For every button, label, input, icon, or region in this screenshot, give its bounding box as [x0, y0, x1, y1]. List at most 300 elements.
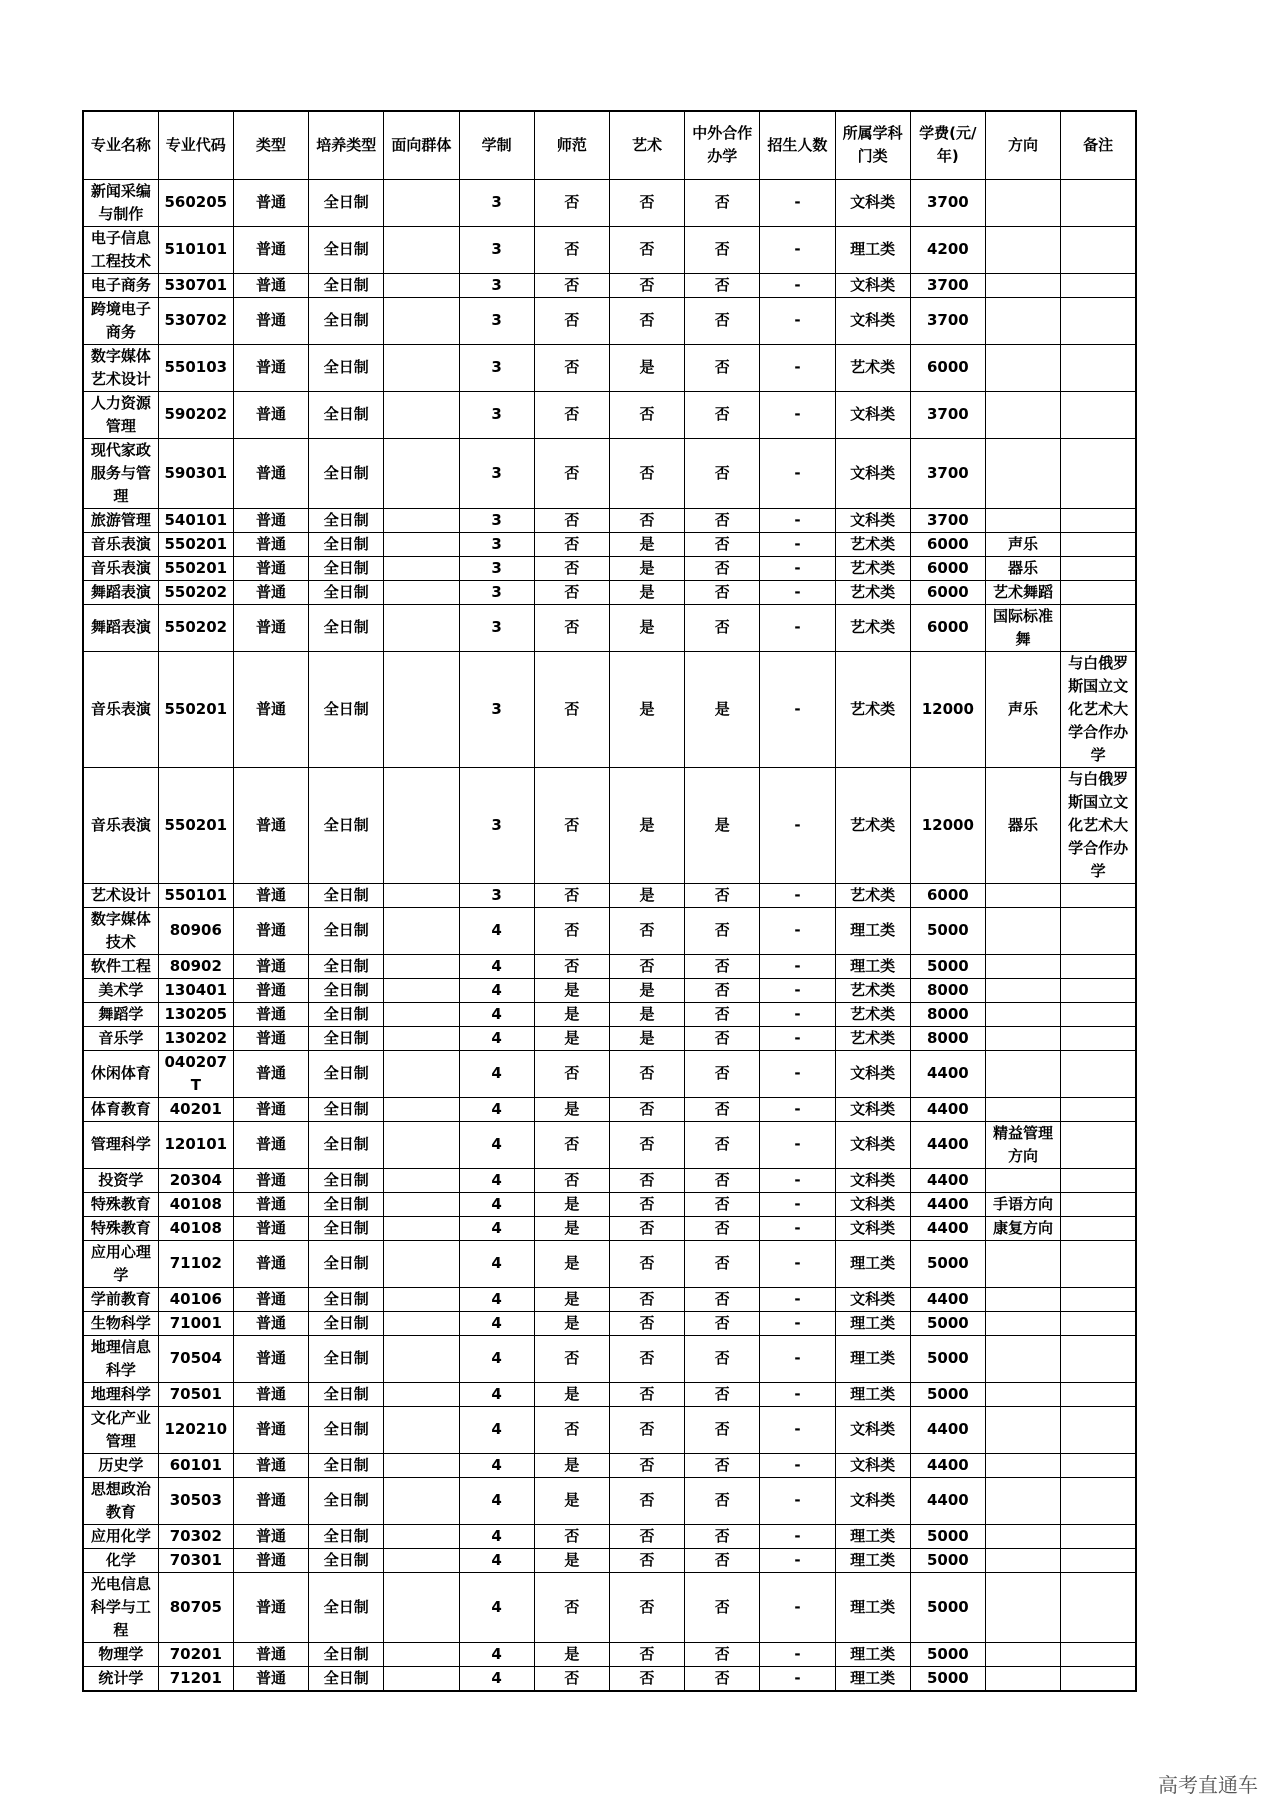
table-cell: [985, 391, 1060, 438]
table-cell: 是: [609, 1026, 684, 1050]
table-cell: 全日制: [309, 273, 384, 297]
table-cell: 3: [459, 580, 534, 604]
table-cell: 与白俄罗斯国立文化艺术大学合作办学: [1061, 651, 1136, 767]
table-cell: -: [760, 1453, 835, 1477]
table-cell: 否: [685, 978, 760, 1002]
table-cell: 理工类: [835, 226, 910, 273]
table-row: [83, 438, 1136, 508]
table-cell: 全日制: [309, 1642, 384, 1666]
table-cell: [384, 907, 459, 954]
table-cell: 4: [459, 978, 534, 1002]
table-cell: [384, 226, 459, 273]
table-cell: 3: [459, 226, 534, 273]
table-cell: 5000: [910, 1382, 985, 1406]
column-header: 面向群体: [384, 111, 459, 179]
table-cell: 全日制: [309, 1168, 384, 1192]
table-cell: 物理学: [83, 1642, 158, 1666]
table-cell: 550201: [158, 556, 233, 580]
table-cell: 否: [685, 1453, 760, 1477]
table-row: [83, 1406, 1136, 1453]
table-row: [83, 556, 1136, 580]
table-cell: 否: [609, 907, 684, 954]
table-cell: 普通: [233, 767, 308, 883]
table-cell: -: [760, 604, 835, 651]
table-cell: [384, 556, 459, 580]
table-cell: 4400: [910, 1121, 985, 1168]
table-cell: 3: [459, 651, 534, 767]
table-cell: 40201: [158, 1097, 233, 1121]
table-cell: 理工类: [835, 1524, 910, 1548]
table-cell: 是: [534, 978, 609, 1002]
table-cell: 应用化学: [83, 1524, 158, 1548]
table-cell: 4: [459, 1097, 534, 1121]
table-cell: 530701: [158, 273, 233, 297]
table-cell: [384, 954, 459, 978]
table-cell: -: [760, 1382, 835, 1406]
table-cell: 全日制: [309, 1002, 384, 1026]
table-cell: [384, 1121, 459, 1168]
table-cell: 普通: [233, 1240, 308, 1287]
table-cell: 否: [685, 532, 760, 556]
table-cell: 否: [685, 1026, 760, 1050]
table-cell: [1061, 1168, 1136, 1192]
table-cell: 全日制: [309, 1548, 384, 1572]
table-cell: -: [760, 767, 835, 883]
table-cell: 560205: [158, 179, 233, 226]
table-cell: 120210: [158, 1406, 233, 1453]
table-row: [83, 883, 1136, 907]
table-cell: 全日制: [309, 978, 384, 1002]
table-cell: 理工类: [835, 1642, 910, 1666]
table-cell: -: [760, 1642, 835, 1666]
table-cell: [384, 1287, 459, 1311]
table-cell: [985, 1477, 1060, 1524]
table-cell: 3: [459, 438, 534, 508]
table-cell: 4: [459, 1382, 534, 1406]
table-cell: -: [760, 883, 835, 907]
table-cell: 国际标准舞: [985, 604, 1060, 651]
table-cell: 否: [534, 344, 609, 391]
table-cell: 4400: [910, 1477, 985, 1524]
table-cell: 否: [609, 1453, 684, 1477]
table-cell: -: [760, 273, 835, 297]
table-cell: 普通: [233, 1002, 308, 1026]
table-cell: 舞蹈表演: [83, 604, 158, 651]
table-cell: -: [760, 1097, 835, 1121]
table-cell: 跨境电子商务: [83, 297, 158, 344]
table-cell: 普通: [233, 1050, 308, 1097]
table-cell: 普通: [233, 1477, 308, 1524]
table-cell: 否: [685, 1406, 760, 1453]
table-cell: 71102: [158, 1240, 233, 1287]
table-cell: 美术学: [83, 978, 158, 1002]
table-cell: 艺术设计: [83, 883, 158, 907]
table-cell: 4: [459, 1335, 534, 1382]
table-cell: 休闲体育: [83, 1050, 158, 1097]
table-cell: 否: [534, 767, 609, 883]
table-cell: [985, 1168, 1060, 1192]
table-cell: 70501: [158, 1382, 233, 1406]
table-cell: 是: [609, 532, 684, 556]
table-cell: 否: [534, 1121, 609, 1168]
table-cell: 否: [685, 1216, 760, 1240]
table-cell: -: [760, 651, 835, 767]
table-cell: [1061, 1097, 1136, 1121]
table-cell: 4400: [910, 1453, 985, 1477]
table-cell: [985, 226, 1060, 273]
table-cell: 否: [685, 954, 760, 978]
table-cell: 4: [459, 1287, 534, 1311]
table-cell: 普通: [233, 1026, 308, 1050]
table-cell: [384, 391, 459, 438]
table-cell: 是: [609, 604, 684, 651]
table-cell: [1061, 1453, 1136, 1477]
table-cell: 否: [609, 179, 684, 226]
table-cell: [985, 1406, 1060, 1453]
table-cell: 全日制: [309, 344, 384, 391]
table-row: [83, 1335, 1136, 1382]
table-cell: -: [760, 179, 835, 226]
table-cell: 6000: [910, 580, 985, 604]
table-cell: 12000: [910, 651, 985, 767]
table-cell: 3700: [910, 508, 985, 532]
table-cell: [1061, 1050, 1136, 1097]
table-cell: 3700: [910, 273, 985, 297]
table-cell: [985, 1026, 1060, 1050]
table-cell: 文科类: [835, 1097, 910, 1121]
table-cell: 是: [534, 1453, 609, 1477]
table-cell: 艺术类: [835, 532, 910, 556]
column-header: 学制: [459, 111, 534, 179]
table-cell: [1061, 532, 1136, 556]
table-cell: 普通: [233, 883, 308, 907]
table-cell: 70301: [158, 1548, 233, 1572]
table-cell: 5000: [910, 1524, 985, 1548]
table-cell: 否: [685, 1002, 760, 1026]
table-cell: [384, 1050, 459, 1097]
column-header: 类型: [233, 111, 308, 179]
table-cell: 理工类: [835, 1548, 910, 1572]
table-cell: 理工类: [835, 1382, 910, 1406]
table-cell: 590301: [158, 438, 233, 508]
table-row: [83, 978, 1136, 1002]
table-row: [83, 1287, 1136, 1311]
table-cell: 普通: [233, 1524, 308, 1548]
table-cell: 否: [685, 297, 760, 344]
table-cell: 4: [459, 1642, 534, 1666]
table-cell: 理工类: [835, 1666, 910, 1691]
table-cell: [1061, 1240, 1136, 1287]
table-cell: 4: [459, 1240, 534, 1287]
table-cell: 530702: [158, 297, 233, 344]
table-cell: [985, 344, 1060, 391]
table-cell: 是: [534, 1026, 609, 1050]
table-cell: [384, 978, 459, 1002]
table-cell: 全日制: [309, 1026, 384, 1050]
table-cell: 4400: [910, 1287, 985, 1311]
table-cell: [1061, 1121, 1136, 1168]
table-cell: 否: [609, 1311, 684, 1335]
table-cell: 普通: [233, 532, 308, 556]
table-cell: 80906: [158, 907, 233, 954]
table-cell: 否: [685, 1548, 760, 1572]
table-cell: 全日制: [309, 954, 384, 978]
table-cell: -: [760, 1002, 835, 1026]
table-cell: 否: [534, 1572, 609, 1642]
table-cell: [1061, 1572, 1136, 1642]
table-cell: -: [760, 1192, 835, 1216]
table-row: [83, 604, 1136, 651]
table-cell: 4400: [910, 1192, 985, 1216]
table-row: [83, 391, 1136, 438]
table-cell: 艺术类: [835, 1026, 910, 1050]
table-cell: 是: [534, 1097, 609, 1121]
table-cell: 否: [685, 1287, 760, 1311]
table-cell: 软件工程: [83, 954, 158, 978]
table-cell: [1061, 1548, 1136, 1572]
table-cell: [1061, 1666, 1136, 1691]
table-cell: [384, 344, 459, 391]
column-header: 专业代码: [158, 111, 233, 179]
table-cell: 全日制: [309, 1406, 384, 1453]
table-cell: -: [760, 954, 835, 978]
table-cell: 6000: [910, 556, 985, 580]
table-cell: 艺术类: [835, 1002, 910, 1026]
table-cell: [1061, 978, 1136, 1002]
table-body: [83, 179, 1136, 1691]
column-header: 学费(元/年): [910, 111, 985, 179]
table-cell: 音乐表演: [83, 556, 158, 580]
table-cell: [384, 1311, 459, 1335]
table-cell: [1061, 556, 1136, 580]
table-cell: [985, 1642, 1060, 1666]
table-cell: 电子信息工程技术: [83, 226, 158, 273]
table-cell: 普通: [233, 1548, 308, 1572]
table-cell: [384, 883, 459, 907]
table-cell: 文科类: [835, 1287, 910, 1311]
table-cell: [384, 1477, 459, 1524]
table-cell: [985, 1287, 1060, 1311]
table-cell: [384, 1382, 459, 1406]
table-cell: 声乐: [985, 532, 1060, 556]
table-cell: 70302: [158, 1524, 233, 1548]
table-cell: -: [760, 978, 835, 1002]
table-row: [83, 1524, 1136, 1548]
table-cell: [384, 179, 459, 226]
table-cell: 71001: [158, 1311, 233, 1335]
table-cell: [985, 1453, 1060, 1477]
table-cell: 地理信息科学: [83, 1335, 158, 1382]
table-cell: 管理科学: [83, 1121, 158, 1168]
table-cell: [1061, 391, 1136, 438]
table-cell: 否: [534, 604, 609, 651]
table-cell: 40108: [158, 1192, 233, 1216]
table-cell: [384, 1335, 459, 1382]
table-cell: 普通: [233, 391, 308, 438]
table-row: [83, 1572, 1136, 1642]
table-cell: 理工类: [835, 1240, 910, 1287]
table-cell: -: [760, 438, 835, 508]
table-cell: 生物科学: [83, 1311, 158, 1335]
table-cell: [985, 508, 1060, 532]
table-row: [83, 1453, 1136, 1477]
table-cell: 普通: [233, 297, 308, 344]
table-cell: [384, 438, 459, 508]
table-cell: 130202: [158, 1026, 233, 1050]
table-cell: 3: [459, 883, 534, 907]
table-cell: 普通: [233, 438, 308, 508]
table-cell: [985, 907, 1060, 954]
table-cell: 否: [609, 508, 684, 532]
table-cell: [1061, 1335, 1136, 1382]
table-cell: 普通: [233, 580, 308, 604]
table-row: [83, 1382, 1136, 1406]
table-cell: [985, 978, 1060, 1002]
table-cell: 8000: [910, 1026, 985, 1050]
table-cell: 人力资源管理: [83, 391, 158, 438]
table-cell: -: [760, 1548, 835, 1572]
table-cell: 540101: [158, 508, 233, 532]
table-cell: 否: [609, 1168, 684, 1192]
table-cell: 音乐表演: [83, 532, 158, 556]
table-cell: 否: [685, 907, 760, 954]
table-cell: 是: [609, 1002, 684, 1026]
table-cell: 思想政治教育: [83, 1477, 158, 1524]
table-cell: 4: [459, 1216, 534, 1240]
table-cell: 550201: [158, 532, 233, 556]
table-cell: 全日制: [309, 1382, 384, 1406]
table-cell: 20304: [158, 1168, 233, 1192]
table-cell: 否: [685, 556, 760, 580]
table-cell: 普通: [233, 1382, 308, 1406]
table-cell: 全日制: [309, 1666, 384, 1691]
header-row: [83, 111, 1136, 179]
table-cell: 音乐表演: [83, 767, 158, 883]
table-cell: [384, 1642, 459, 1666]
table-cell: 是: [534, 1192, 609, 1216]
table-cell: -: [760, 226, 835, 273]
column-header: 中外合作办学: [685, 111, 760, 179]
table-cell: 历史学: [83, 1453, 158, 1477]
table-cell: 4200: [910, 226, 985, 273]
table-cell: 是: [609, 580, 684, 604]
table-cell: -: [760, 1406, 835, 1453]
table-cell: 5000: [910, 1548, 985, 1572]
table-cell: [1061, 438, 1136, 508]
table-cell: 是: [609, 883, 684, 907]
table-cell: 全日制: [309, 1097, 384, 1121]
table-cell: 普通: [233, 1121, 308, 1168]
table-cell: 现代家政服务与管理: [83, 438, 158, 508]
table-cell: [384, 1002, 459, 1026]
table-cell: 否: [609, 1666, 684, 1691]
table-cell: [384, 580, 459, 604]
table-cell: 普通: [233, 978, 308, 1002]
table-cell: -: [760, 391, 835, 438]
table-cell: 是: [534, 1240, 609, 1287]
table-cell: -: [760, 1524, 835, 1548]
table-row: [83, 651, 1136, 767]
table-cell: 是: [534, 1002, 609, 1026]
table-row: [83, 344, 1136, 391]
table-cell: 应用心理学: [83, 1240, 158, 1287]
table-cell: 普通: [233, 651, 308, 767]
table-cell: 80902: [158, 954, 233, 978]
table-cell: [1061, 580, 1136, 604]
table-row: [83, 1026, 1136, 1050]
table-cell: 3700: [910, 179, 985, 226]
table-cell: 普通: [233, 179, 308, 226]
table-cell: 全日制: [309, 508, 384, 532]
table-cell: 全日制: [309, 580, 384, 604]
table-cell: 文科类: [835, 1168, 910, 1192]
table-cell: 声乐: [985, 651, 1060, 767]
table-cell: 普通: [233, 1406, 308, 1453]
table-cell: 否: [534, 907, 609, 954]
table-cell: 全日制: [309, 1572, 384, 1642]
table-cell: -: [760, 508, 835, 532]
table-row: [83, 954, 1136, 978]
table-cell: 4: [459, 1192, 534, 1216]
table-cell: 3700: [910, 297, 985, 344]
table-cell: [384, 1453, 459, 1477]
table-cell: [1061, 1382, 1136, 1406]
table-cell: 3700: [910, 438, 985, 508]
table-cell: [985, 1335, 1060, 1382]
table-cell: 文科类: [835, 1192, 910, 1216]
table-cell: 30503: [158, 1477, 233, 1524]
table-cell: 全日制: [309, 767, 384, 883]
table-cell: [985, 1050, 1060, 1097]
table-cell: 5000: [910, 1666, 985, 1691]
table-cell: 否: [609, 1192, 684, 1216]
table-cell: 特殊教育: [83, 1192, 158, 1216]
table-cell: 否: [685, 508, 760, 532]
table-cell: [1061, 226, 1136, 273]
table-cell: 艺术类: [835, 344, 910, 391]
table-cell: [985, 1240, 1060, 1287]
table-cell: 光电信息科学与工程: [83, 1572, 158, 1642]
table-cell: 4: [459, 1406, 534, 1453]
table-cell: 4: [459, 907, 534, 954]
table-cell: 全日制: [309, 226, 384, 273]
table-header: [83, 111, 1136, 179]
table-cell: 音乐学: [83, 1026, 158, 1050]
table-cell: 4400: [910, 1097, 985, 1121]
table-cell: 是: [609, 978, 684, 1002]
table-cell: 否: [685, 1477, 760, 1524]
table-cell: -: [760, 1216, 835, 1240]
table-cell: 新闻采编与制作: [83, 179, 158, 226]
table-cell: 普通: [233, 1572, 308, 1642]
table-cell: 学前教育: [83, 1287, 158, 1311]
table-cell: 旅游管理: [83, 508, 158, 532]
table-row: [83, 508, 1136, 532]
table-cell: 550201: [158, 651, 233, 767]
table-cell: [1061, 1287, 1136, 1311]
table-cell: [384, 1666, 459, 1691]
table-cell: 全日制: [309, 556, 384, 580]
table-cell: 040207T: [158, 1050, 233, 1097]
table-cell: 文科类: [835, 1121, 910, 1168]
table-cell: 是: [685, 651, 760, 767]
table-cell: 器乐: [985, 556, 1060, 580]
table-cell: 550103: [158, 344, 233, 391]
table-cell: 6000: [910, 883, 985, 907]
table-cell: 文科类: [835, 1453, 910, 1477]
column-header: 专业名称: [83, 111, 158, 179]
table-cell: 全日制: [309, 1121, 384, 1168]
